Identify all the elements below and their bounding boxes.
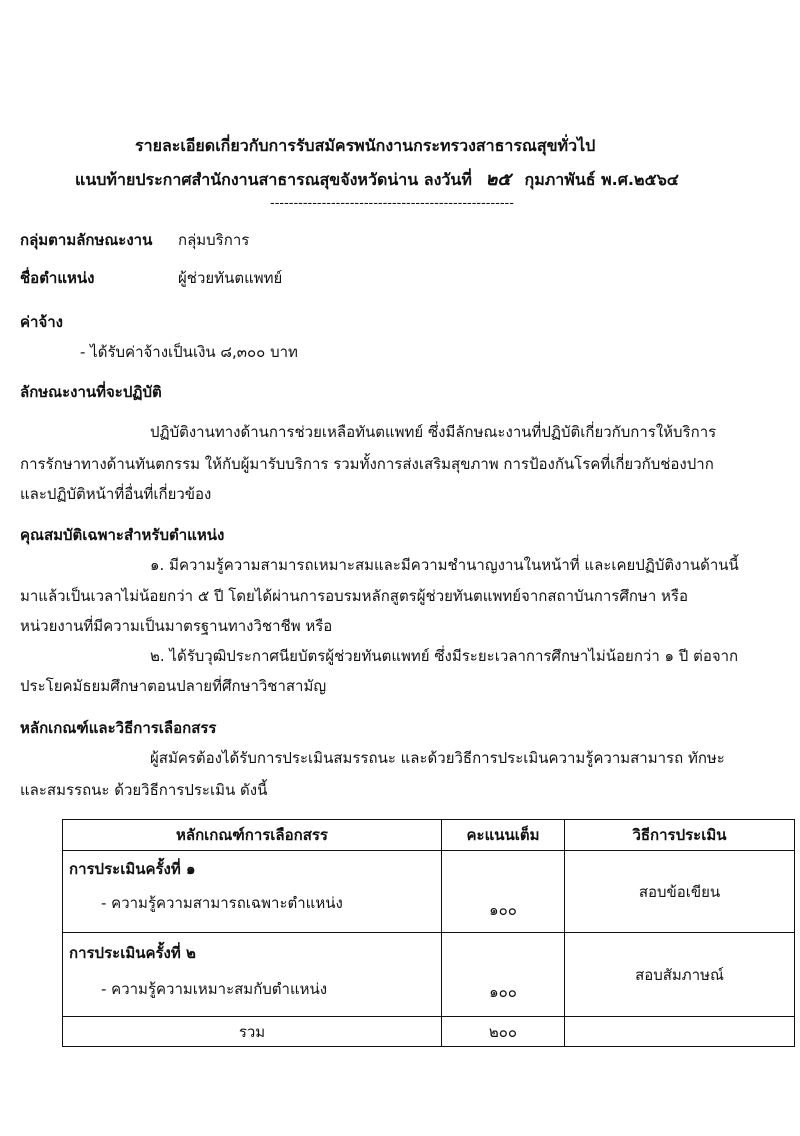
- wage-text: - ได้รับค่าจ้างเป็นเงิน ๘,๓๐๐ บาท: [80, 343, 298, 361]
- duties-line3: และปฏิบัติหน้าที่อื่นที่เกี่ยวข้อง: [20, 485, 212, 503]
- title-date: กุมภาพันธ์ พ.ศ.๒๕๖๔: [524, 170, 679, 189]
- total-label: รวม: [63, 1017, 442, 1047]
- header-method: วิธีการประเมิน: [565, 820, 795, 851]
- criteria-table: [62, 819, 795, 1047]
- title-prefix: แนบท้ายประกาศสำนักงานสาธารณสุขจังหวัดน่าน ลงวันที่: [75, 170, 472, 189]
- table-total-row: [63, 1017, 795, 1047]
- title-separator: ----------------------------------------------------: [270, 196, 514, 211]
- round-2-title: การประเมินครั้งที่ ๒: [69, 944, 196, 962]
- duties-line1: ปฏิบัติงานทางด้านการช่วยเหลือทันตแพทย์ ซึ่งมีลักษณะงานที่ปฏิบัติเกี่ยวกับการให้บริการ: [150, 423, 717, 441]
- round-2-method: สอบสัมภาษณ์: [565, 933, 795, 1017]
- table-row: [63, 933, 795, 1017]
- round-1-item: - ความรู้ความสามารถเฉพาะตำแหน่ง: [101, 894, 343, 912]
- header-criteria: หลักเกณฑ์การเลือกสรร: [63, 820, 442, 851]
- duties-line2: การรักษาทางด้านทันตกรรม ให้กับผู้มารับบริการ รวมทั้งการส่งเสริมสุขภาพ การป้องกันโรคที่เกี่ยวกับช่องปาก: [20, 455, 714, 473]
- table-row: [63, 851, 795, 933]
- qualification-2-line1: ๒. ได้รับวุฒิประกาศนียบัตรผู้ช่วยทันตแพทย์ ซึ่งมีระยะเวลาการศึกษาไม่น้อยกว่า ๑ ปี ต่อจาก: [150, 647, 739, 665]
- table-header-row: [63, 820, 795, 851]
- qualifications-heading: คุณสมบัติเฉพาะสำหรับตำแหน่ง: [20, 526, 225, 544]
- round-1-cell: [63, 851, 442, 933]
- qualification-1-line1: ๑. มีความรู้ความสามารถเหมาะสมและมีความชำนาญงานในหน้าที่ และเคยปฏิบัติงานด้านนี้: [150, 556, 739, 574]
- round-2-cell: [63, 933, 442, 1017]
- round-2-score: ๑๐๐: [442, 933, 565, 1017]
- round-2-item: - ความรู้ความเหมาะสมกับตำแหน่ง: [101, 980, 328, 998]
- position-label: ชื่อตำแหน่ง: [20, 269, 95, 287]
- selection-line2: และสมรรถนะ ด้วยวิธีการประเมิน ดังนี้: [20, 781, 268, 799]
- total-method-empty: [565, 1017, 795, 1047]
- duties-heading: ลักษณะงานที่จะปฏิบัติ: [20, 383, 162, 401]
- document-title-line2: [75, 164, 679, 193]
- wage-heading: ค่าจ้าง: [20, 313, 63, 331]
- document-title-line1: รายละเอียดเกี่ยวกับการรับสมัครพนักงานกระทรวงสาธารณสุขทั่วไป: [135, 136, 596, 155]
- handwritten-day: ๒๕: [485, 169, 511, 190]
- selection-line1: ผู้สมัครต้องได้รับการประเมินสมรรถนะ และด้วยวิธีการประเมินความรู้ความสามารถ ทักษะ: [150, 749, 725, 767]
- qualification-2-line2: ประโยคมัธยมศึกษาตอนปลายที่ศึกษาวิชาสามัญ: [20, 677, 327, 695]
- qualification-1-line2: มาแล้วเป็นเวลาไม่น้อยกว่า ๕ ปี โดยได้ผ่านการอบรมหลักสูตรผู้ช่วยทันตแพทย์จากสถาบันการศึกษา หรือ: [20, 587, 688, 605]
- selection-heading: หลักเกณฑ์และวิธีการเลือกสรร: [20, 719, 217, 737]
- round-1-method: สอบข้อเขียน: [565, 851, 795, 933]
- total-score: ๒๐๐: [442, 1017, 565, 1047]
- group-value: กลุ่มบริการ: [178, 231, 250, 249]
- group-label: กลุ่มตามลักษณะงาน: [20, 231, 153, 249]
- round-1-title: การประเมินครั้งที่ ๑: [69, 860, 196, 878]
- header-full-score: คะแนนเต็ม: [442, 820, 565, 851]
- position-value: ผู้ช่วยทันตแพทย์: [178, 269, 283, 287]
- qualification-1-line3: หน่วยงานที่มีความเป็นมาตรฐานทางวิชาชีพ หรือ: [20, 617, 333, 635]
- round-1-score: ๑๐๐: [442, 851, 565, 933]
